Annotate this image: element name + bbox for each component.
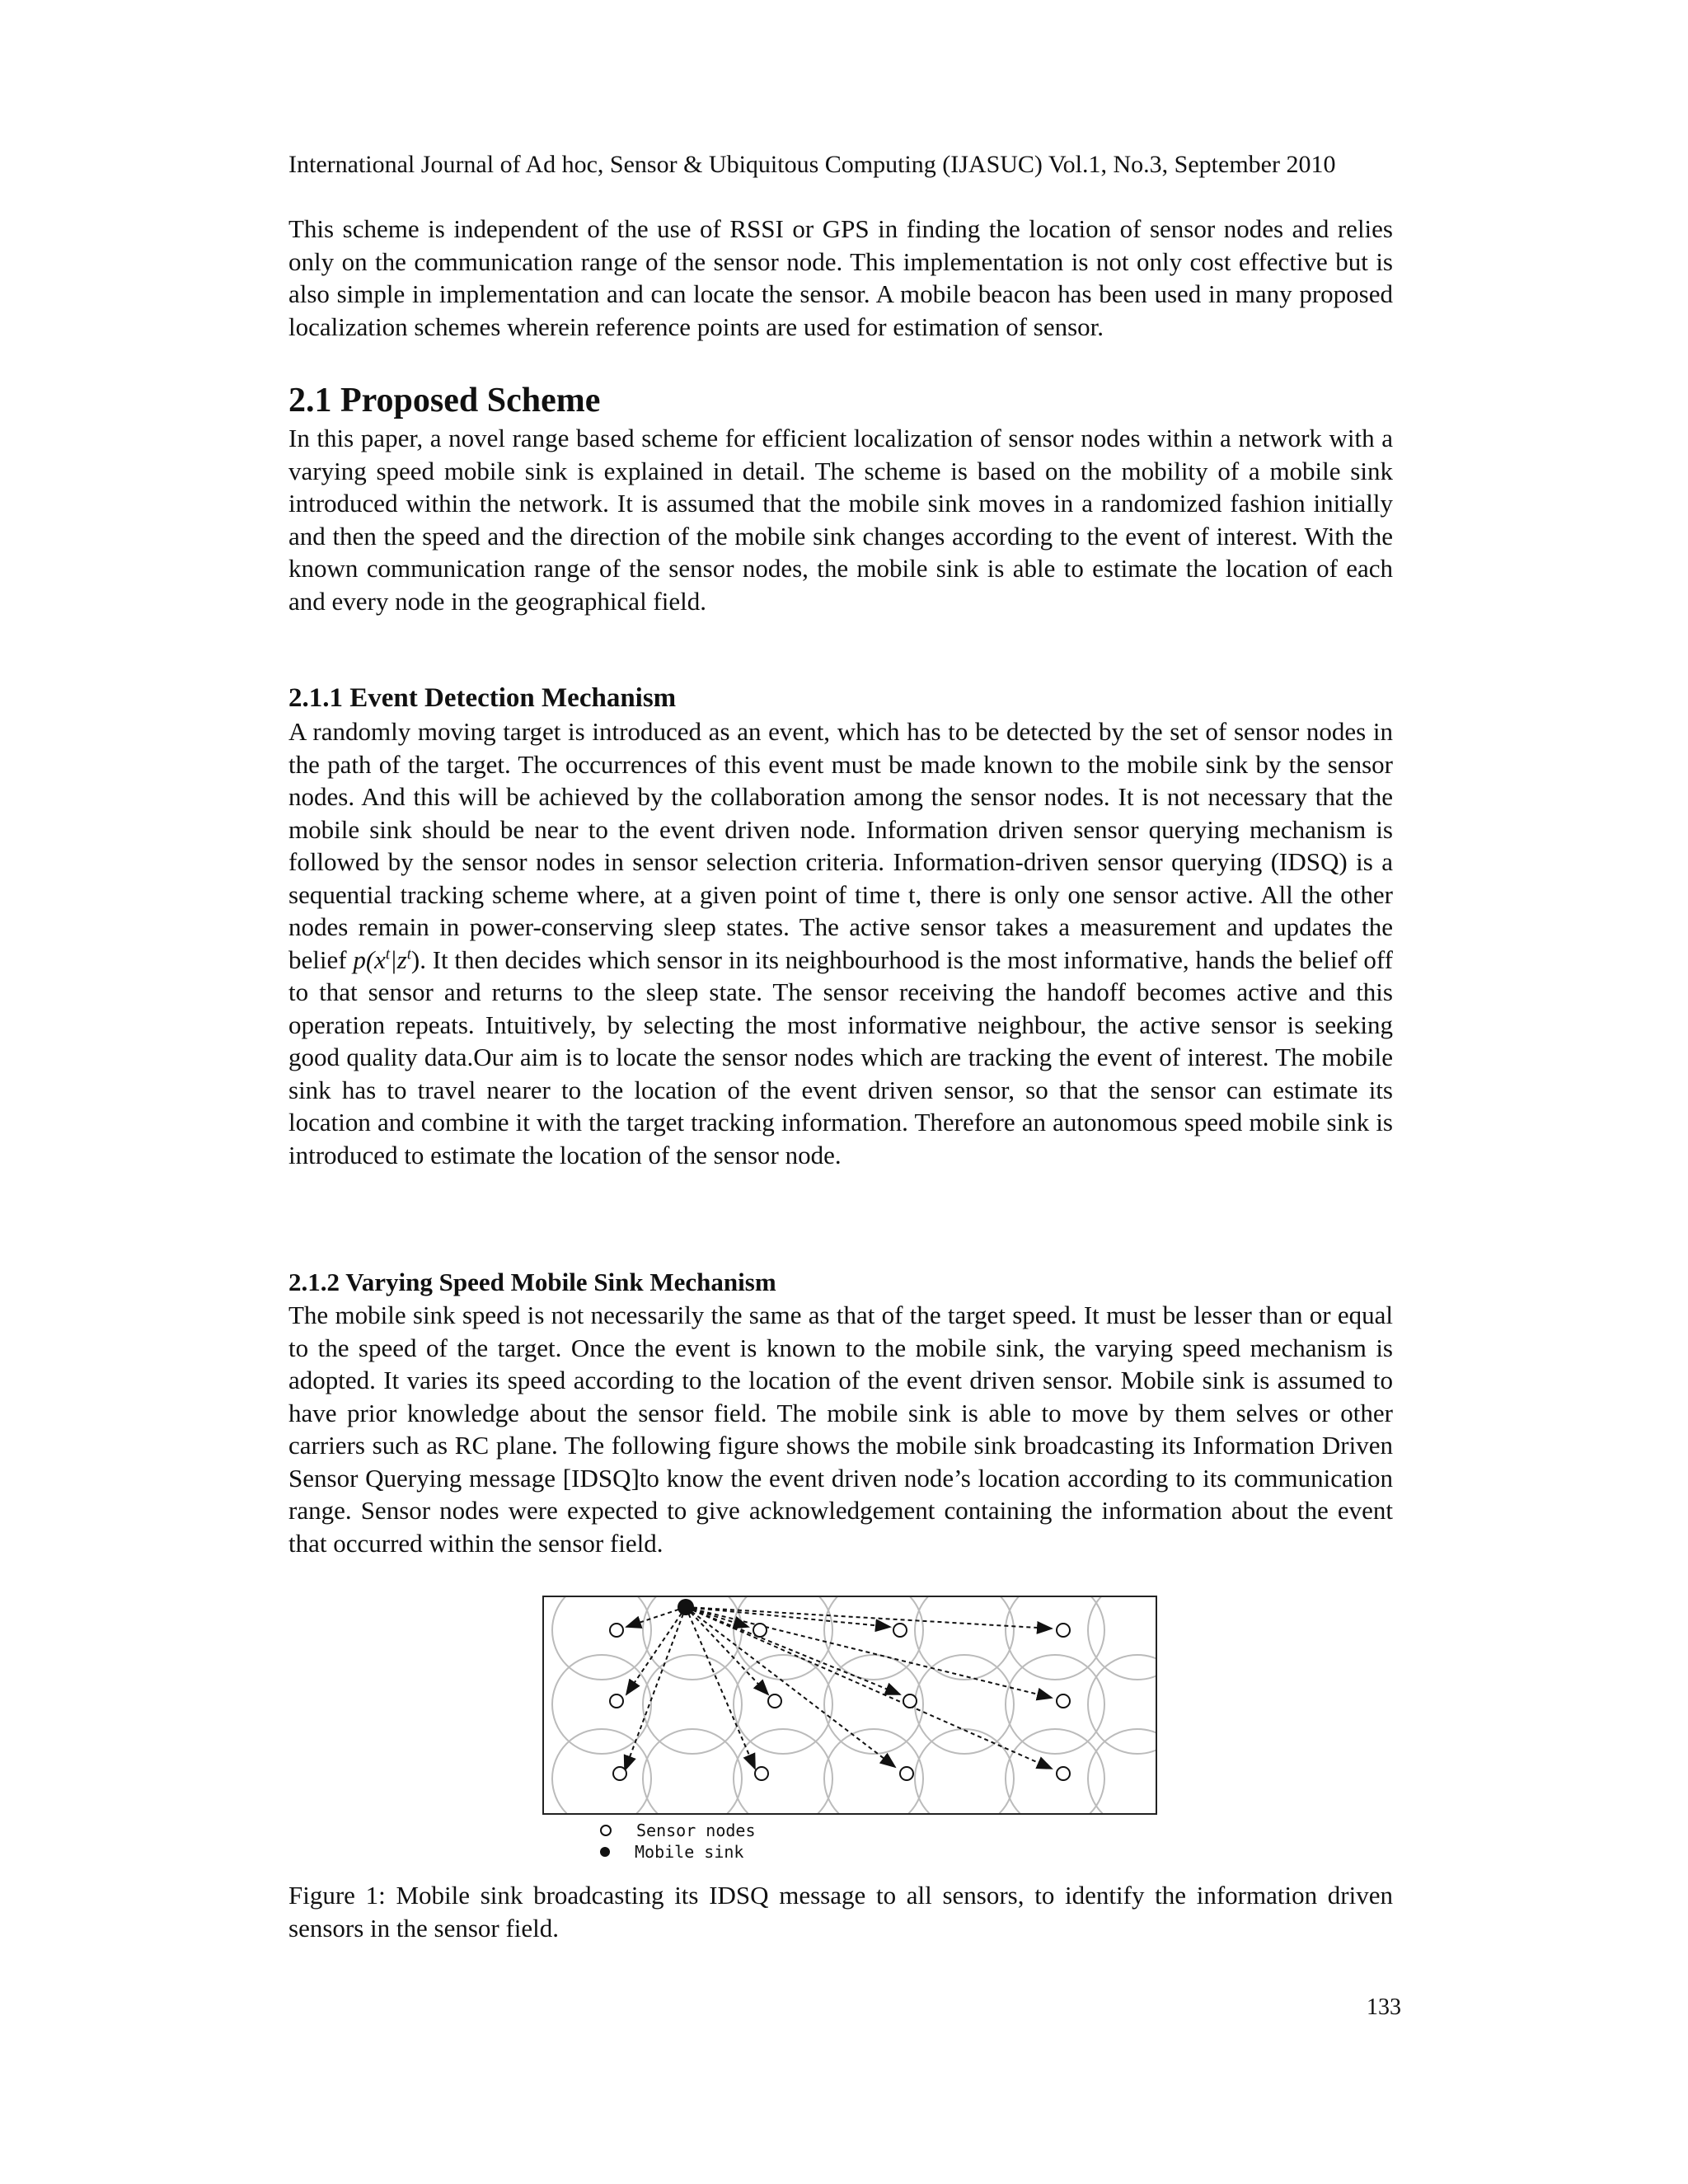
section-2-1-1-paragraph: A randomly moving target is introduced as an event, which has to be detected by the set of sensor nodes in the path of the target. The occurrences of this event must be made known to the mobile sink by the sensor nodes. And this will be achieved by the collaboration among the sensor nodes. It is not necessary that the mobile sink should be near to the event driven node. Information driven sensor querying mechanism is followed by the sensor nodes in sensor selection criteria. Information-driven sensor querying (IDSQ) is a sequential tracking scheme where, at a given point of time t, there is only one sensor active. All the other nodes remain in power-conserving sleep states. The active sensor takes a measurement and updates the belief $p(x^t|z^t)$. It then decides which sensor in its neighbourhood is the most informative, hands the belief off to that sensor and returns to the sleep state. The sensor receiving the handoff becomes active and this operation repeats. Intuitively, by selecting the most informative neighbour, the active sensor is seeking good quality data.Our aim is to locate the sensor nodes which are tracking the event of interest. The mobile sink has to travel nearer to the location of the event driven sensor, so that the sensor can estimate its location and combine it with the target tracking information. Therefore an autonomous speed mobile sink is introduced to estimate the location of the sensor node.: [288, 717, 1393, 1169]
sensor-nodes: [610, 1624, 1070, 1780]
figure-caption: Figure 1: Mobile sink broadcasting its IDSQ message to all sensors, to identify the information driven sensors in the sensor field.: [288, 1881, 1393, 1943]
section-heading-2-1-1: 2.1.1 Event Detection Mechanism: [288, 683, 677, 713]
section-2-1-paragraph: In this paper, a novel range based scheme for efficient localization of sensor nodes within a network with a varying speed mobile sink is explained in detail. The scheme is based on the mobility of a mobile sink introduced within the network. It is assumed that the mobile sink moves in a randomized fashion initially and then the speed and the direction of the mobile sink changes according to the event of interest. With the known communication range of the sensor nodes, the mobile sink is able to estimate the location of each and every node in the geographical field.: [288, 424, 1393, 616]
section-2-1-2-paragraph: The mobile sink speed is not necessarily the same as that of the target speed. It must be lesser than or equal to the speed of the target. Once the event is known to the mobile sink, the varying speed mechanism is adopted. It varies its speed according to the location of the event driven sensor. Mobile sink is assumed to have prior knowledge about the sensor field. The mobile sink is able to move by them selves or other carriers such as RC plane. The following figure shows the mobile sink broadcasting its Information Driven Sensor Querying message [IDSQ]to know the event driven node’s location according to its communication range. Sensor nodes were expected to give acknowledgement containing the information about the event that occurred within the sensor field.: [288, 1301, 1393, 1558]
paragraph-part-2: . It then decides which sensor in its neighbourhood is the most informative, hands the belief off to that sensor and returns to the sleep state. The sensor receiving the handoff becomes active and this operation repeats. Intuitively, by selecting the most informative neighbour, the active sensor is seeking good quality data.Our aim is to locate the sensor nodes which are tracking the event of interest. The mobile sink has to travel nearer to the location of the event driven sensor, so that the sensor can estimate its location and combine it with the target tracking information. Therefore an autonomous speed mobile sink is introduced to estimate the location of the sensor node.: [288, 944, 1393, 1169]
sensor-field-diagram: [544, 1597, 1156, 1813]
mobile-sink-node: [678, 1599, 694, 1615]
paragraph-part-1: A randomly moving target is introduced as an event, which has to be detected by the set of sensor nodes in the path of the target. The occurrences of this event must be made known to the mobile sink by the sensor nodes. And this will be achieved by the collaboration among the sensor nodes. It is not necessary that the mobile sink should be near to the event driven node. Information driven sensor querying mechanism is followed by the sensor nodes in sensor selection criteria. Information-driven sensor querying (IDSQ) is a sequential tracking scheme where, at a given point of time t, there is only one sensor active. All the other nodes remain in power-conserving sleep states. The active sensor takes a measurement and updates the belief: [288, 717, 1393, 974]
legend-sensor-nodes: Sensor nodes: [600, 1820, 756, 1841]
figure-legend: [600, 1820, 756, 1863]
figure-sensor-field: [542, 1596, 1157, 1815]
broadcast-arrows: [625, 1607, 1052, 1770]
section-heading-2-1-2: 2.1.2 Varying Speed Mobile Sink Mechanism: [288, 1268, 776, 1296]
legend-mobile-sink: Mobile sink: [600, 1841, 756, 1863]
open-circle-icon: [600, 1825, 612, 1836]
filled-circle-icon: [600, 1847, 610, 1857]
intro-paragraph: This scheme is independent of the use of RSSI or GPS in finding the location of sensor nodes and relies only on the communication range of the sensor node. This implementation is not only cost effective but is also simple in implementation and can locate the sensor. A mobile beacon has been used in many proposed localization schemes wherein reference points are used for estimation of sensor.: [288, 214, 1393, 341]
page-number: 133: [1367, 1994, 1401, 2020]
section-heading-2-1: 2.1 Proposed Scheme: [288, 382, 601, 419]
belief-formula: $p(x^t|z^t$: [353, 944, 411, 974]
running-header: International Journal of Ad hoc, Sensor & Ubiquitous Computing (IJASUC) Vol.1, No.3, September 2010: [288, 151, 1336, 178]
